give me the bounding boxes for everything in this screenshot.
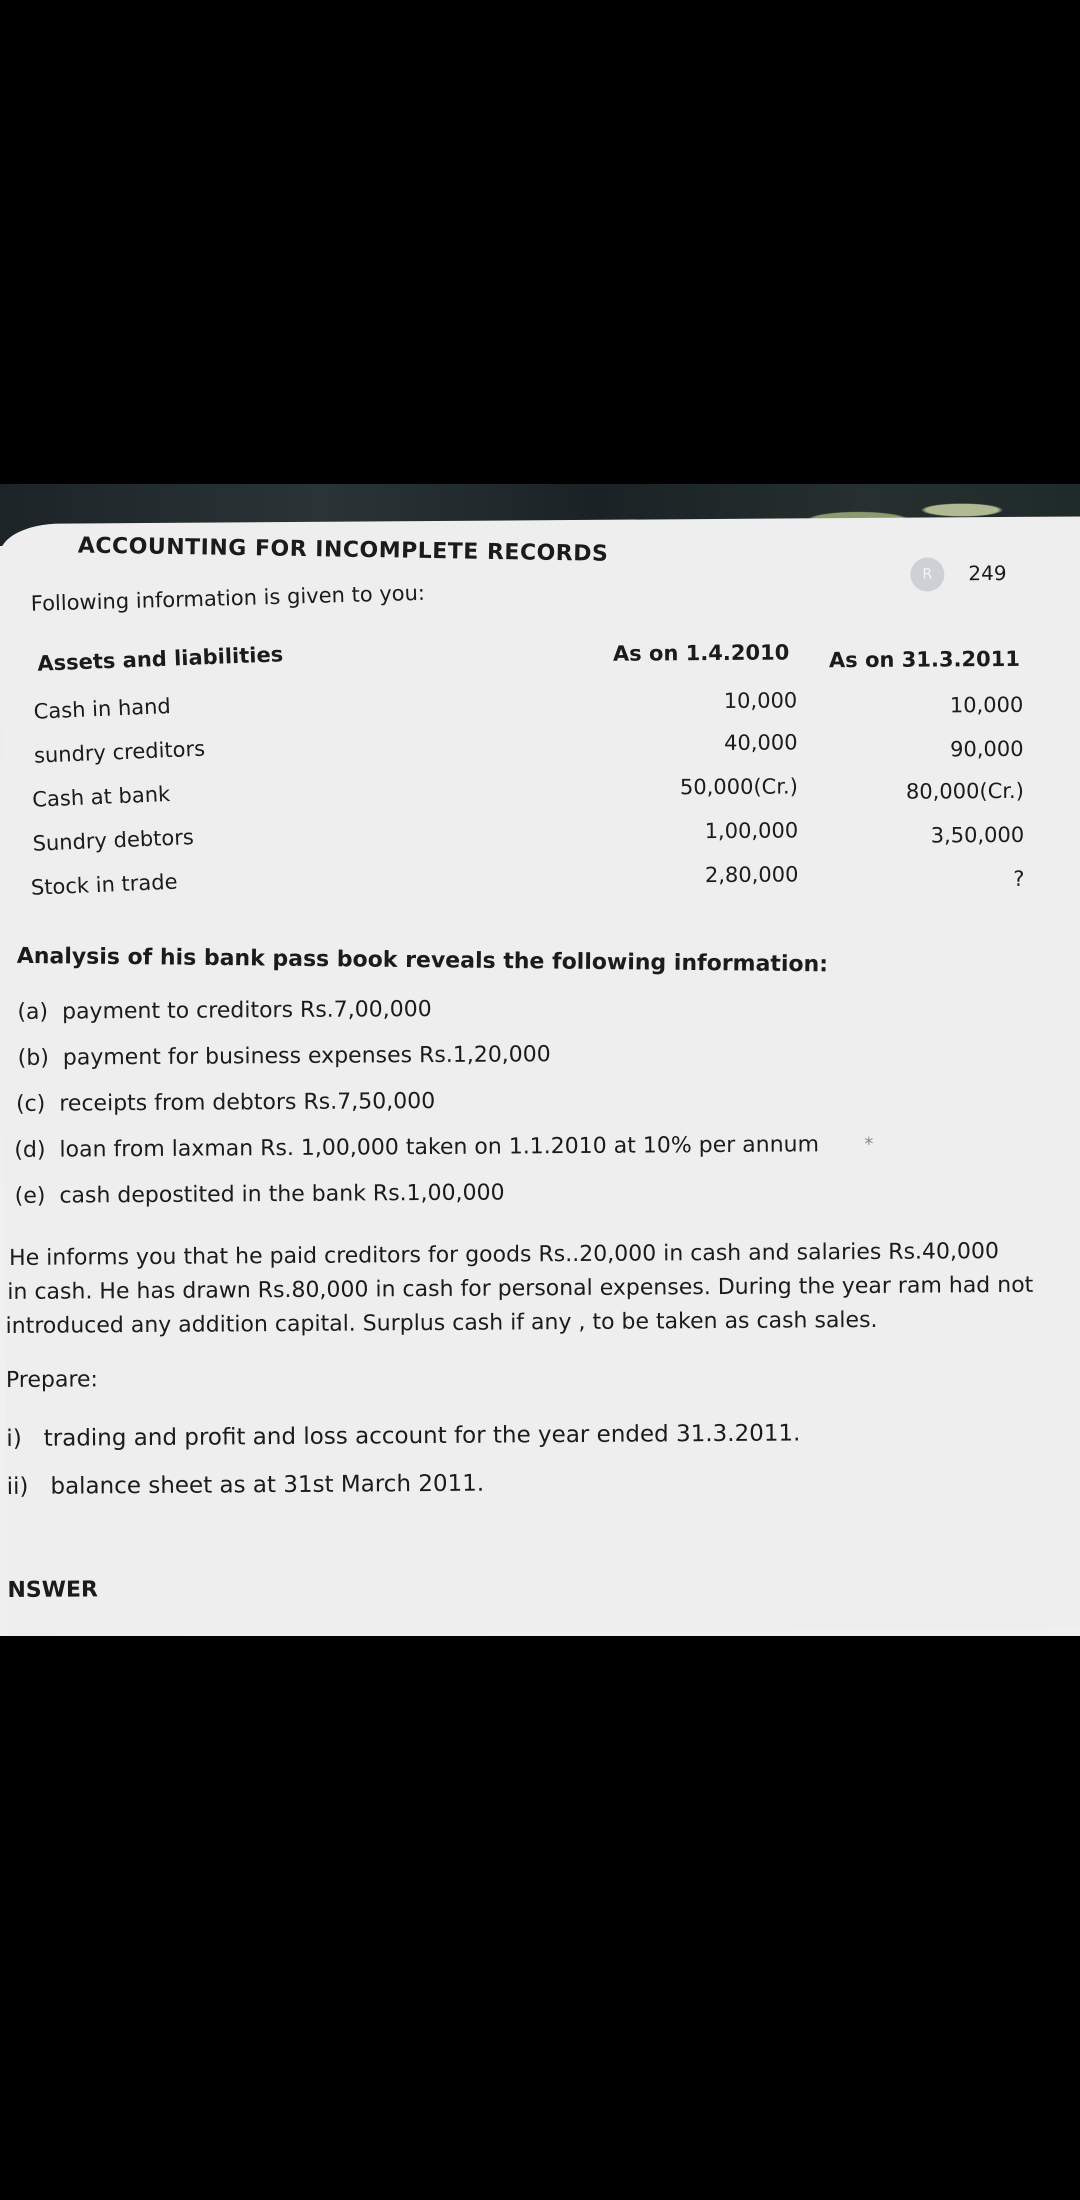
document-photo [0, 484, 1080, 1636]
row-value-2010: 50,000(Cr.) [679, 774, 798, 800]
col2-heading: As on 31.3.2011 [828, 646, 1021, 673]
item-text: cash depostited in the bank Rs.1,00,000 [59, 1180, 505, 1209]
list-item [17, 997, 431, 1025]
row-value-2010: 10,000 [723, 688, 798, 713]
row-value-2010: 2,80,000 [704, 862, 799, 888]
item-marker: (d) [14, 1137, 46, 1163]
item-text: receipts from debtors Rs.7,50,000 [59, 1088, 436, 1117]
item-marker: (a) [17, 999, 49, 1025]
list-item [18, 1042, 551, 1071]
intro-text: Following information is given to you: [30, 580, 426, 616]
item-marker: (e) [14, 1183, 46, 1209]
chapter-title: ACCOUNTING FOR INCOMPLETE RECORDS [77, 533, 609, 567]
list-item [16, 1089, 435, 1117]
row-value-2011: 80,000(Cr.) [905, 778, 1024, 804]
prepare-text: balance sheet as at 31st March 2011. [50, 1470, 485, 1500]
row-label: sundry creditors [33, 736, 206, 768]
table-heading: Assets and liabilities [36, 642, 284, 676]
item-text: loan from laxman Rs. 1,00,000 taken on 1.1.2010 at 10% per annum [59, 1132, 820, 1163]
prepare-label: Prepare: [5, 1367, 99, 1393]
item-marker: (c) [15, 1091, 46, 1117]
list-item [14, 1132, 819, 1163]
row-value-2011: 10,000 [949, 692, 1024, 718]
row-label: Sundry debtors [32, 825, 195, 856]
publisher-logo-icon: R [910, 557, 944, 591]
list-item [15, 1180, 505, 1208]
col1-heading: As on 1.4.2010 [612, 640, 790, 666]
row-value-2011: ? [1013, 866, 1025, 891]
row-value-2011: 3,50,000 [930, 822, 1025, 848]
item-text: payment for business expenses Rs.1,20,000 [62, 1042, 551, 1071]
row-label: Cash in hand [33, 694, 172, 724]
textbook-page [0, 516, 1080, 1636]
row-label: Stock in trade [30, 869, 178, 900]
prepare-marker: ii) [6, 1473, 29, 1500]
paragraph-line: in cash. He has drawn Rs.80,000 in cash for personal expenses. During the year ram had not [7, 1272, 1034, 1305]
row-value-2010: 1,00,000 [704, 818, 799, 844]
row-label: Cash at bank [31, 782, 171, 812]
answer-heading: NSWER [7, 1577, 99, 1603]
paragraph-line: He informs you that he paid creditors for goods Rs..20,000 in cash and salaries Rs.40,000 [9, 1239, 1000, 1271]
page-number: 249 [968, 560, 1007, 586]
asterisk-mark: * [864, 1133, 874, 1155]
item-marker: (b) [17, 1045, 49, 1071]
analysis-intro: Analysis of his bank pass book reveals the following information: [16, 943, 829, 978]
prepare-item [7, 1471, 485, 1500]
item-text: payment to creditors Rs.7,00,000 [61, 996, 432, 1025]
row-value-2011: 90,000 [950, 736, 1024, 762]
row-value-2010: 40,000 [723, 730, 798, 755]
prepare-text: trading and profit and loss account for the year ended 31.3.2011. [43, 1420, 801, 1452]
paragraph-line: introduced any addition capital. Surplus cash if any , to be taken as cash sales. [5, 1307, 878, 1339]
prepare-item [6, 1420, 800, 1452]
prepare-marker: i) [6, 1425, 22, 1452]
